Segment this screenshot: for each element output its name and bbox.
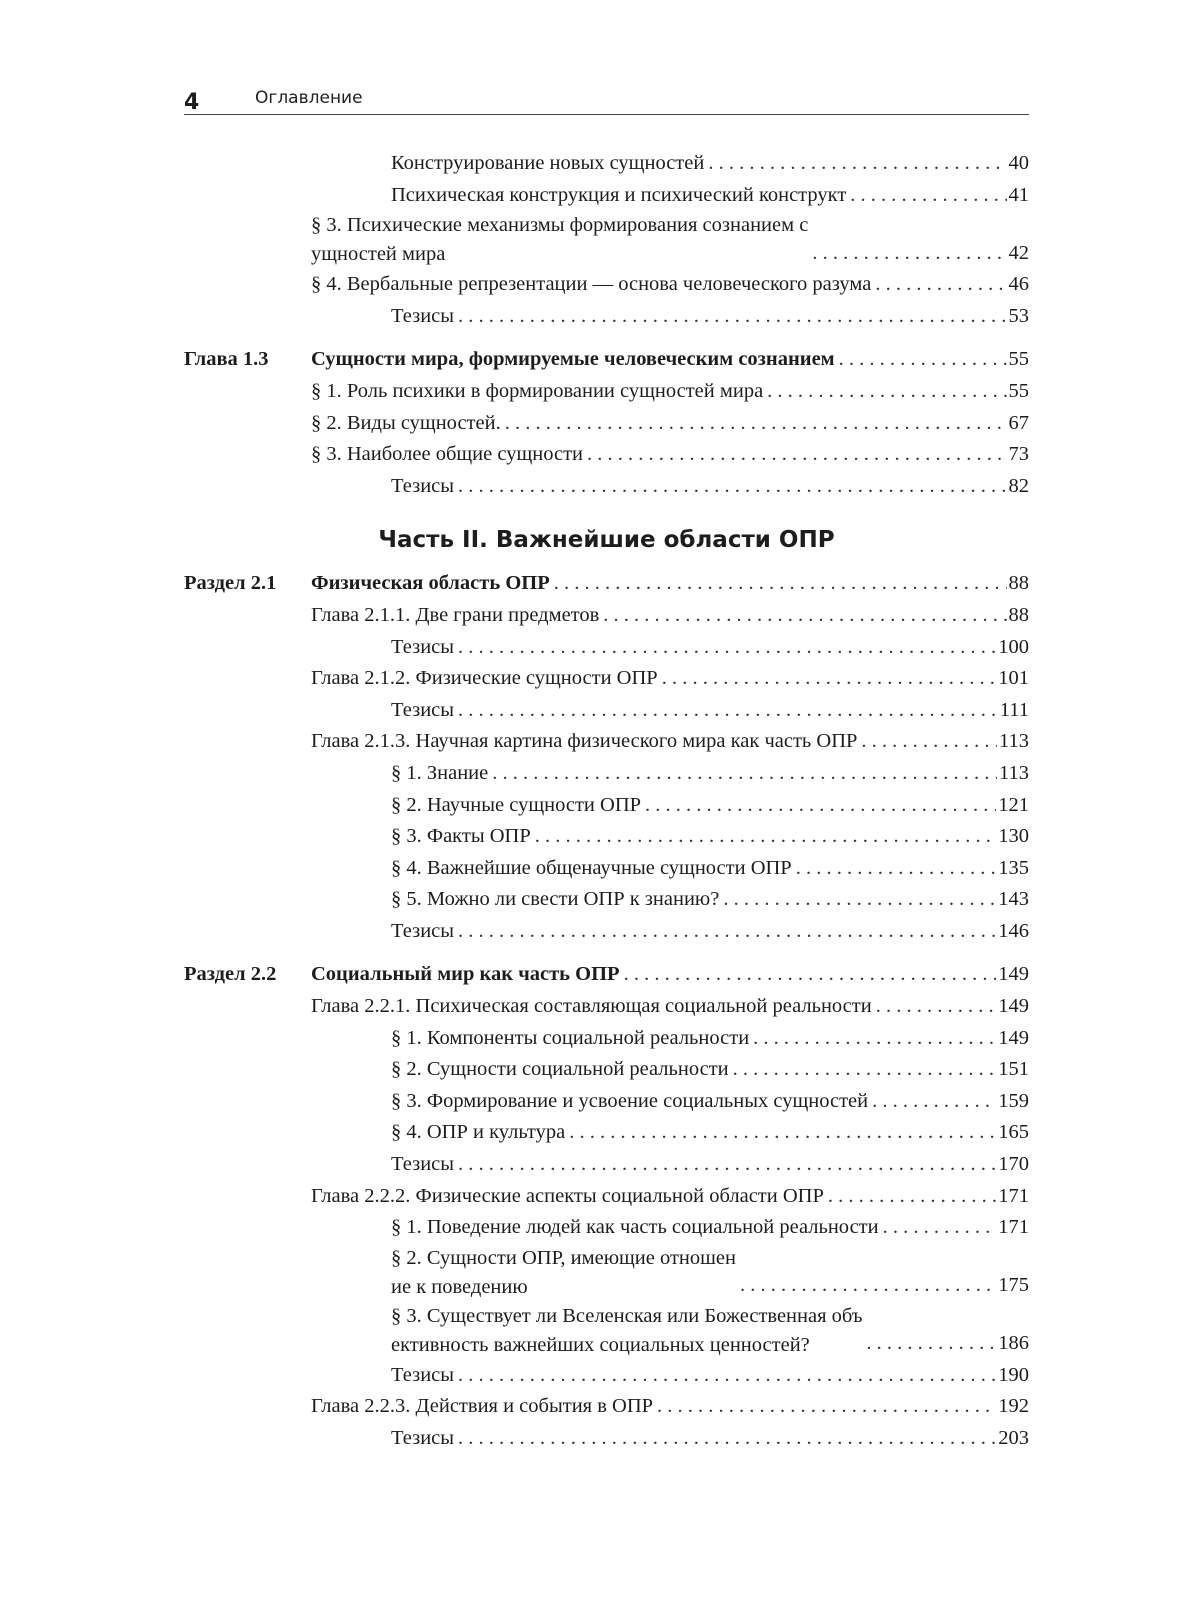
toc-page-number: 42: [1008, 241, 1029, 264]
toc-entry-title: Глава 2.1.2. Физические сущности ОПР: [311, 667, 658, 690]
toc-entry[interactable]: [184, 408, 1029, 440]
toc-section-entry[interactable]: [184, 344, 1029, 376]
dot-leader: [879, 1212, 997, 1244]
dot-leader: [531, 821, 997, 853]
toc-entry[interactable]: [184, 301, 1029, 333]
toc-entry-body: [311, 991, 1029, 1023]
toc-page-number: 88: [1008, 572, 1029, 595]
toc-entry-body: [391, 821, 1029, 853]
toc-page-number: 130: [998, 825, 1029, 848]
toc-entry-body: [311, 211, 1029, 269]
toc-entry[interactable]: [184, 1181, 1029, 1213]
toc-entry[interactable]: [184, 148, 1029, 180]
running-head: [184, 86, 1029, 115]
toc-entry-title: § 3. Психические механизмы формирования сознанием с ущностей мира: [311, 214, 809, 266]
toc-entry-body: [391, 180, 1029, 212]
dot-leader: [583, 439, 1007, 471]
toc-entry-title: § 2. Сущности социальной реальности: [391, 1058, 729, 1081]
toc-entry-title: § 1. Роль психики в формировании сущностей мира: [311, 379, 764, 402]
toc-entry-body: [311, 600, 1029, 632]
dot-leader: [565, 1117, 996, 1149]
toc-entry-title: Глава 2.1.3. Научная картина физического мира как часть ОПР: [311, 730, 858, 753]
toc-page-number: 171: [998, 1216, 1029, 1239]
dot-leader: [868, 1086, 996, 1118]
dot-leader: [454, 916, 996, 948]
toc-entry-body: [311, 408, 1029, 440]
dot-leader: [872, 991, 997, 1023]
toc-entry[interactable]: [184, 211, 1029, 269]
toc-page-number: 113: [999, 761, 1029, 784]
toc-entry[interactable]: [184, 1423, 1029, 1455]
toc-page-number: 88: [1008, 603, 1029, 626]
toc-page-number: 121: [998, 793, 1029, 816]
toc-entry-body: [311, 376, 1029, 408]
toc-entry-body: [391, 1302, 1029, 1360]
toc-entry[interactable]: [184, 1244, 1029, 1302]
toc-entry-body: [391, 1212, 1029, 1244]
toc-page-number: 101: [998, 667, 1029, 690]
toc-entry[interactable]: [184, 821, 1029, 853]
toc-page-number: 149: [998, 995, 1029, 1018]
toc-entry-body: [311, 1181, 1029, 1213]
toc-entry[interactable]: [184, 853, 1029, 885]
toc-page-number: 203: [998, 1427, 1029, 1449]
toc-entry-body: [391, 1023, 1029, 1055]
toc-entry-title: § 2. Виды сущностей.: [311, 411, 501, 434]
toc-page-number: 40: [1008, 152, 1029, 174]
toc-entry-title: § 1. Компоненты социальной реальности: [391, 1026, 750, 1049]
dot-leader: [835, 344, 1007, 376]
toc-page-number: 192: [998, 1395, 1029, 1418]
toc-entry-body: [311, 959, 1029, 991]
toc-page-number: 143: [998, 888, 1029, 911]
toc-page-number: 171: [998, 1184, 1029, 1207]
toc-entry-title: § 1. Знание: [391, 761, 489, 784]
toc-entry-body: [311, 663, 1029, 695]
table-of-contents: [184, 148, 1029, 1455]
toc-entry[interactable]: [184, 1212, 1029, 1244]
dot-leader: [846, 180, 1006, 212]
toc-entry-body: [391, 1149, 1029, 1181]
toc-entry-body: [391, 1117, 1029, 1149]
dot-leader: [454, 1423, 996, 1455]
dot-leader: [454, 471, 1006, 503]
toc-entry-body: [391, 632, 1029, 664]
toc-page-number: 100: [998, 635, 1029, 658]
toc-entry[interactable]: [184, 695, 1029, 727]
running-head-title: Оглавление: [255, 88, 363, 108]
toc-entry-label: Раздел 2.2: [184, 963, 277, 986]
toc-entry[interactable]: [184, 376, 1029, 408]
toc-entry-title: Тезисы: [391, 1363, 455, 1386]
toc-entry-title: § 3. Факты ОПР: [391, 825, 531, 848]
toc-page-number: 67: [1008, 411, 1029, 434]
toc-page-number: 149: [998, 1026, 1029, 1049]
toc-entry-title: Глава 2.2.1. Психическая составляющая социальной реальности: [311, 995, 872, 1018]
part-heading: Часть II. Важнейшие области ОПР: [378, 527, 835, 554]
toc-entry-title: Тезисы: [391, 1153, 455, 1176]
dot-leader: [658, 663, 997, 695]
toc-page-number: 73: [1008, 443, 1029, 466]
dot-leader: [501, 408, 1007, 440]
toc-page-number: 170: [998, 1153, 1029, 1176]
toc-entry-title: Физическая область ОПР: [311, 572, 550, 595]
toc-entry-title: § 2. Научные сущности ОПР: [391, 793, 642, 816]
toc-entry-title: Конструирование новых сущностей: [391, 152, 705, 174]
toc-entry[interactable]: [184, 1302, 1029, 1360]
toc-entry-body: [311, 344, 1029, 376]
toc-entry-title: Глава 2.2.2. Физические аспекты социальной области ОПР: [311, 1184, 824, 1207]
dot-leader: [454, 1149, 996, 1181]
dot-leader: [871, 269, 1006, 301]
toc-page-number: 55: [1008, 379, 1029, 402]
toc-entry-body: [391, 148, 1029, 180]
toc-entry[interactable]: [184, 916, 1029, 948]
toc-section-entry[interactable]: [184, 568, 1029, 600]
dot-leader: [729, 1054, 997, 1086]
dot-leader: [599, 600, 1006, 632]
toc-entry[interactable]: [184, 758, 1029, 790]
toc-entry[interactable]: [184, 1391, 1029, 1423]
dot-leader: [488, 758, 997, 790]
toc-entry-body: [391, 1244, 1029, 1302]
toc-entry-body: [391, 1423, 1029, 1455]
toc-entry[interactable]: [184, 471, 1029, 503]
toc-entry[interactable]: [184, 180, 1029, 212]
dot-leader: [653, 1391, 996, 1423]
toc-entry[interactable]: [184, 1086, 1029, 1118]
toc-entry-title: Тезисы: [391, 1427, 455, 1449]
toc-entry-title: Глава 2.1.1. Две грани предметов: [311, 603, 600, 626]
toc-page-number: 149: [998, 963, 1029, 986]
dot-leader: [454, 1360, 996, 1392]
dot-leader: [620, 959, 997, 991]
toc-entry-title: Психическая конструкция и психический конструкт: [391, 183, 847, 206]
toc-entry-body: [311, 568, 1029, 600]
toc-entry[interactable]: [184, 1023, 1029, 1055]
toc-entry-body: [391, 695, 1029, 727]
toc-entry-title: Сущности мира, формируемые человеческим сознанием: [311, 348, 835, 371]
toc-page-number: 41: [1008, 183, 1029, 206]
toc-entry[interactable]: [184, 1149, 1029, 1181]
toc-entry-title: § 4. ОПР и культура: [391, 1121, 566, 1144]
page-number: 4: [184, 90, 200, 115]
toc-entry-title: § 5. Можно ли свести ОПР к знанию?: [391, 888, 720, 911]
toc-entry[interactable]: [184, 991, 1029, 1023]
toc-entry-title: § 3. Формирование и усвоение социальных сущностей: [391, 1089, 869, 1112]
toc-page-number: 53: [1008, 304, 1029, 327]
toc-entry-body: [391, 1054, 1029, 1086]
toc-entry-body: [391, 1360, 1029, 1392]
toc-entry[interactable]: [184, 726, 1029, 758]
toc-entry-title: Тезисы: [391, 635, 455, 658]
toc-entry-body: [391, 758, 1029, 790]
toc-entry-title: Глава 2.2.3. Действия и события в ОПР: [311, 1395, 654, 1418]
toc-section-entry[interactable]: [184, 959, 1029, 991]
toc-entry-title: § 4. Важнейшие общенаучные сущности ОПР: [391, 856, 792, 879]
toc-entry-label: Раздел 2.1: [184, 572, 277, 595]
dot-leader: [749, 1023, 996, 1055]
toc-page-number: 165: [998, 1121, 1029, 1144]
toc-entry-body: [311, 726, 1029, 758]
toc-entry-label: Глава 1.3: [184, 348, 269, 371]
dot-leader: [792, 853, 997, 885]
toc-entry-body: [311, 269, 1029, 301]
toc-entry-body: [391, 884, 1029, 916]
toc-entry-title: Тезисы: [391, 698, 455, 721]
toc-page-number: 113: [999, 730, 1029, 753]
toc-entry-body: [391, 1086, 1029, 1118]
toc-entry[interactable]: [184, 439, 1029, 471]
toc-entry-title: Тезисы: [391, 919, 455, 942]
toc-page-number: 159: [998, 1089, 1029, 1112]
toc-entry-title: § 1. Поведение людей как часть социальной реальности: [391, 1216, 879, 1239]
toc-entry-title: § 2. Сущности ОПР, имеющие отношен ие к поведению: [391, 1246, 737, 1298]
toc-page-number: 186: [998, 1332, 1029, 1355]
dot-leader: [550, 568, 1007, 600]
toc-page-number: 146: [998, 919, 1029, 942]
toc-entry[interactable]: [184, 1117, 1029, 1149]
toc-entry-title: Тезисы: [391, 304, 455, 327]
toc-entry-body: [391, 916, 1029, 948]
toc-entry[interactable]: [184, 269, 1029, 301]
dot-leader: [824, 1181, 996, 1213]
toc-page-number: 151: [998, 1058, 1029, 1081]
toc-entry[interactable]: [184, 632, 1029, 664]
toc-entry[interactable]: [184, 1054, 1029, 1086]
dot-leader: [454, 695, 998, 727]
dot-leader: [704, 148, 1006, 180]
toc-entry-title: § 3. Наиболее общие сущности: [311, 443, 583, 466]
toc-entry[interactable]: [184, 663, 1029, 695]
dot-leader: [641, 790, 996, 822]
toc-page-number: 82: [1008, 474, 1029, 497]
dot-leader: [862, 1328, 996, 1360]
toc-entry[interactable]: [184, 884, 1029, 916]
dot-leader: [736, 1270, 996, 1302]
toc-entry[interactable]: [184, 600, 1029, 632]
dot-leader: [454, 632, 996, 664]
toc-entry[interactable]: [184, 1360, 1029, 1392]
toc-entry-body: [391, 790, 1029, 822]
toc-entry-body: [391, 471, 1029, 503]
toc-entry-body: [391, 853, 1029, 885]
dot-leader: [719, 884, 996, 916]
dot-leader: [857, 726, 997, 758]
toc-entry-body: [311, 439, 1029, 471]
toc-entry-title: § 4. Вербальные репрезентации — основа человеческого разума: [311, 273, 872, 296]
dot-leader: [763, 376, 1006, 408]
dot-leader: [808, 238, 1006, 270]
toc-page-number: 111: [999, 698, 1029, 721]
toc-page-number: 46: [1008, 273, 1029, 296]
toc-entry[interactable]: [184, 790, 1029, 822]
toc-page-number: 55: [1008, 348, 1029, 371]
toc-page-number: 175: [998, 1274, 1029, 1297]
dot-leader: [454, 301, 1006, 333]
toc-page-number: 190: [998, 1363, 1029, 1386]
toc-entry-title: Социальный мир как часть ОПР: [311, 963, 620, 986]
toc-page-number: 135: [998, 856, 1029, 879]
toc-entry-title: § 3. Существует ли Вселенская или Божественная объ ективность важнейших социальных ценностей?: [391, 1304, 863, 1356]
toc-entry-title: Тезисы: [391, 474, 455, 497]
toc-entry-body: [391, 301, 1029, 333]
toc-entry-body: [311, 1391, 1029, 1423]
